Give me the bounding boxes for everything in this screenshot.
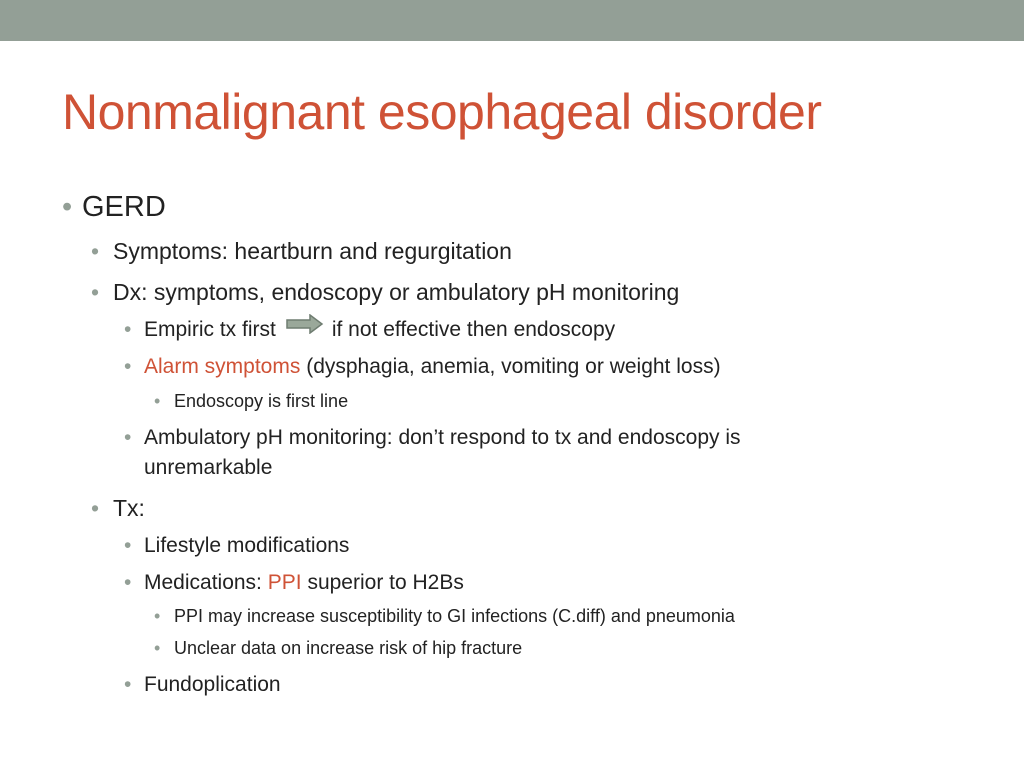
right-arrow-icon [286,314,324,341]
bullet-icon: • [124,534,132,557]
top-accent-bar [0,0,1024,41]
list-item-fundoplication: Fundoplication [144,673,281,696]
list-item-hip-fracture: Unclear data on increase risk of hip fracture [174,638,523,658]
empiric-text-before: Empiric tx first [144,318,276,342]
alarm-symptoms-detail: (dysphagia, anemia, vomiting or weight loss) [306,355,721,378]
list-item-empiric [144,317,615,344]
list-item-endoscopy-first: Endoscopy is first line [174,391,349,411]
alarm-symptoms-label: Alarm symptoms [144,355,301,378]
list-item-lifestyle: Lifestyle modifications [144,534,350,557]
bullet-icon: • [154,638,161,658]
slide-title: Nonmalignant esophageal disorder [62,84,822,140]
list-item-alarm [144,354,721,380]
bullet-icon: • [124,571,132,594]
bullet-icon: • [124,426,132,449]
medications-detail: superior to H2Bs [307,571,464,594]
bullet-icon: • [91,279,100,305]
medications-label: Medications: [144,571,262,594]
list-item-dx: Dx: symptoms, endoscopy or ambulatory pH monitoring [113,279,680,305]
list-item-medications [144,570,464,596]
list-item-gerd: GERD [82,191,166,223]
bullet-icon: • [124,318,132,341]
bullet-icon: • [91,238,100,264]
list-item-tx: Tx: [113,495,145,521]
bullet-icon: • [62,191,73,223]
empiric-text-after: if not effective then endoscopy [331,318,616,342]
bullet-icon: • [124,355,132,378]
list-item-ambulatory-line1: Ambulatory pH monitoring: don’t respond to tx and endoscopy is [144,426,741,449]
medications-ppi: PPI [267,571,302,594]
bullet-icon: • [154,391,161,411]
bullet-icon: • [91,495,100,521]
list-item-ppi-risk: PPI may increase susceptibility to GI infections (C.diff) and pneumonia [174,606,735,626]
bullet-icon: • [154,606,161,626]
bullet-icon: • [124,673,132,696]
list-item-ambulatory-line2: unremarkable [144,456,273,479]
list-item-symptoms: Symptoms: heartburn and regurgitation [113,238,512,264]
